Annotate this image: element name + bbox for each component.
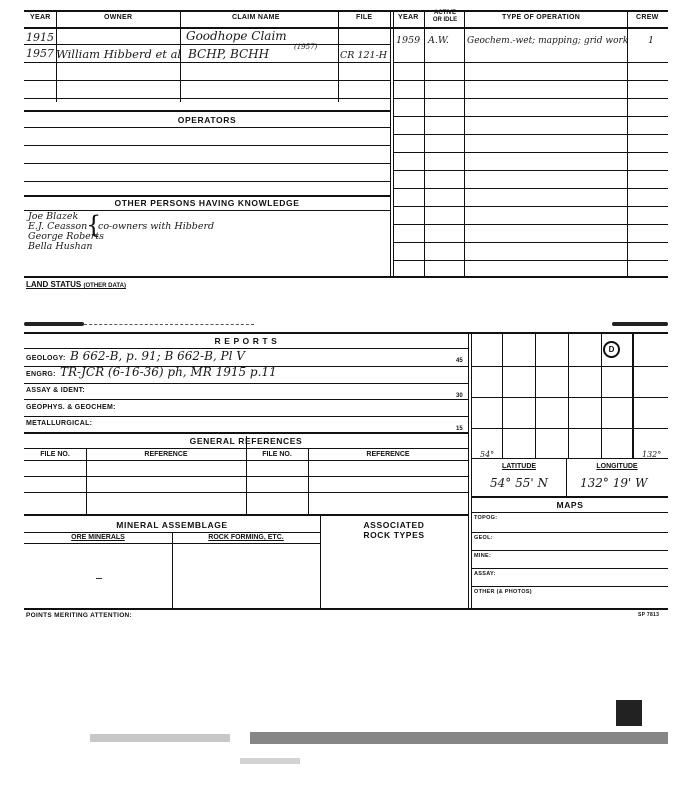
gr-col-file2: FILE NO. [262,451,292,458]
geology-label: GEOLOGY: [26,355,66,362]
knowledge-brace: { [86,211,102,239]
claim-row-1-claim: Goodhope Claim [186,29,287,43]
longitude-label: LONGITUDE [596,463,638,470]
operation-year: 1959 [396,35,421,46]
num-geology: 45 [456,358,463,364]
header-owner: OWNER [104,14,133,21]
geophys-label: GEOPHYS. & GEOCHEM: [26,404,116,411]
mineral-title: MINERAL ASSEMBLAGE [116,520,228,530]
operation-active: A.W. [428,35,450,46]
operation-type: Geochem.-wet; mapping; grid work [467,36,629,46]
engrg-value: TR-JCR (6-16-36) ph, MR 1915 p.11 [60,365,277,379]
claim-row-2-file: CR 121-H [340,50,388,61]
assoc-rock-types-2: ROCK TYPES [363,530,425,540]
header-type-of-operation: TYPE OF OPERATION [502,14,581,21]
gr-col-ref2: REFERENCE [366,451,410,458]
knowledge-title: OTHER PERSONS HAVING KNOWLEDGE [114,198,300,208]
general-references-title: GENERAL REFERENCES [189,436,303,446]
engrg-label: ENGRG: [26,371,56,378]
knowledge-person-4: Bella Hushan [28,241,93,252]
header-claim-name: CLAIM NAME [232,14,280,21]
latitude-label: LATITUDE [501,463,537,470]
knowledge-person-2: E.J. Ceasson [28,221,88,232]
operation-crew: 1 [648,35,655,46]
header-crew: CREW [636,14,659,21]
longitude-value: 132° 19' W [580,476,648,490]
maps-mine: MINE: [474,553,492,559]
land-status-label: LAND STATUS [26,280,82,289]
num-metall: 15 [456,426,463,432]
geology-value: B 662-B, p. 91; B 662-B, Pl V [70,349,245,363]
gr-col-ref: REFERENCE [144,451,188,458]
scan-artifact-bar-right [612,322,668,326]
scan-artifact-speck [240,758,300,764]
land-status-sub: (OTHER DATA) [83,283,126,289]
operators-title: OPERATORS [177,115,237,125]
claim-row-2-claim: BCHP, BCHH [188,47,270,61]
latitude-value: 54° 55' N [490,476,548,490]
lon-corner: 132° [642,450,662,459]
scan-artifact-bar [24,322,84,326]
gr-col-file: FILE NO. [40,451,70,458]
header-file: FILE [356,14,373,21]
scan-artifact-strip-left [90,734,230,742]
claim-row-2-owner: William Hibberd et al [56,47,182,61]
claim-row-1-note: (1957) [294,43,318,51]
assay-label: ASSAY & IDENT: [26,387,86,394]
header-year: YEAR [30,14,51,21]
maps-title: MAPS [556,500,584,510]
form-number: SP 7813 [638,612,660,618]
maps-topog: TOPOG: [474,515,498,521]
scan-artifact-strip [250,732,668,744]
reports-title: R E P O R T S [214,336,278,346]
knowledge-person-1: Joe Blazek [28,211,79,222]
header-year-right: YEAR [398,14,419,21]
metallurgical-label: METALLURGICAL: [26,420,93,427]
ore-minerals: ORE MINERALS [71,534,125,541]
maps-geol: GEOL: [474,535,493,541]
assoc-rock-types-1: ASSOCIATED [363,520,425,530]
claim-row-2-year: 1957 [26,47,54,60]
header-or-idle: OR IDLE [432,17,458,23]
scan-artifact-block [616,700,642,726]
claim-row-1-year: 1915 [26,31,54,44]
rock-forming: ROCK FORMING, ETC. [208,534,284,541]
header-active: ACTIVE [433,10,456,16]
knowledge-note: co-owners with Hibberd [98,221,215,232]
num-assay: 30 [456,393,463,399]
lat-corner: 54° [480,450,495,459]
knowledge-person-3: George Roberts [28,231,105,242]
land-status [26,280,126,289]
location-marker-letter: D [608,345,615,354]
maps-assay: ASSAY: [474,571,496,577]
maps-other: OTHER (& PHOTOS) [474,589,532,595]
points-meriting-attention: POINTS MERITING ATTENTION: [26,612,133,619]
location-marker [603,341,620,358]
